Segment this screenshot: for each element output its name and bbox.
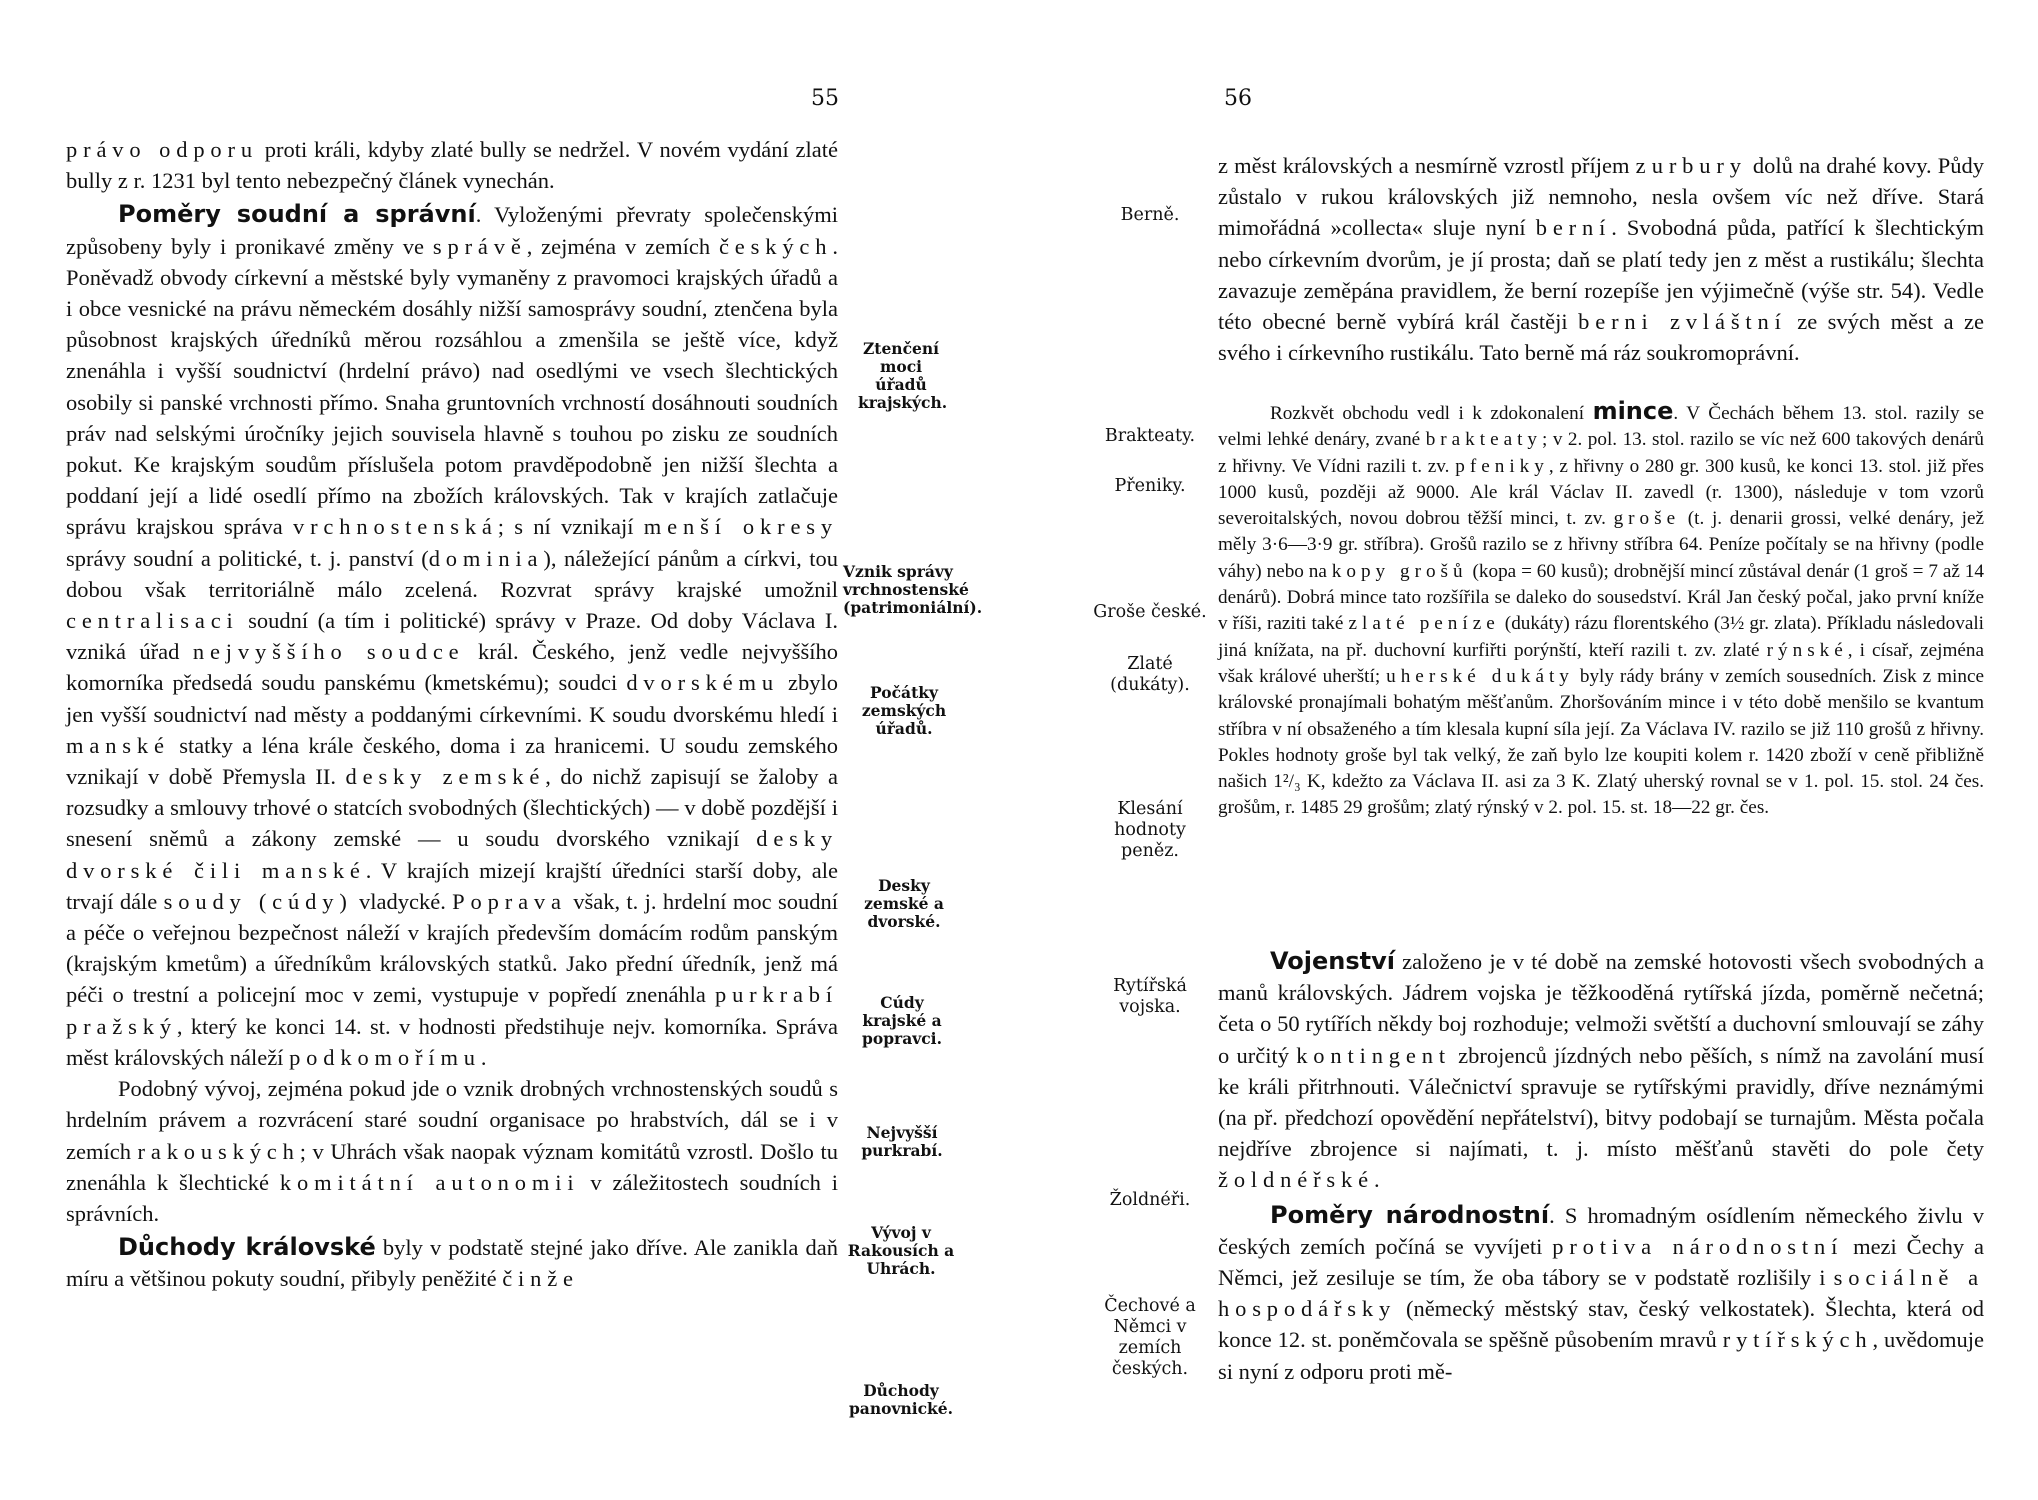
text-run: statky a léna krále českého, doma i za hranicemi. U soudu zemského vznikají v době Přemysla II. [66, 732, 838, 790]
paragraph [1218, 1200, 1984, 1387]
section-heading: Poměry národnostní [1270, 1200, 1550, 1229]
text-run: král. Českého, jenž vedle nejvyššího komorníka předsedá soudu panskému (kmetskému); soudci [66, 639, 838, 696]
text-run: dolů na drahé kovy. Půdy zůstalo v rukou královských již nemnoho, nesla ovšem víc než dříve. Stará mimořádná »collecta« sluje nyní [1218, 153, 1984, 241]
emphasized-term: právo odporu [66, 137, 258, 162]
text-run: . S hromadným osídlením německého živlu v českých zemích počíná se vyvíjeti [1218, 1202, 1984, 1259]
section-heading: mince [1592, 397, 1674, 425]
section-heading: Důchody královské [118, 1233, 376, 1262]
text-run: byly v podstatě stejné jako dříve. Ale zanikla daň míru a většinou pokuty soudní, přibyly peněžité [66, 1235, 838, 1292]
margin-note: Nejvyšší purkrabí. [861, 1123, 943, 1160]
text-run: , který ke konci 14. st. v hodnosti předstihuje nejv. komorníka. Správa měst královských náleží [66, 1013, 838, 1070]
text-run: ze svých měst a ze svého i církevního rustikálu. Tato berně má ráz soukromoprávní. [1218, 309, 1985, 366]
emphasized-term: správě [432, 233, 527, 259]
emphasized-term: rýnské [1766, 639, 1848, 661]
emphasized-term: zlaté peníze [1348, 613, 1500, 635]
text-run: založeno je v té době na zemské hotovosti všech svobodných a manů královských. Jádrem vojska je těžkooděná rytířská jízda, poměrně nečetná; četa o 50 rytířích někdy boj rozhoduje; velmoži světští a duchovní smlouvají se záhy o určitý [1218, 949, 1984, 1068]
text-run: Podobný vývoj, zejména pokud jde o vznik drobných vrchnostenských soudů s hrdelním právem a rozvrácení staré soudní organisace po hrabstvích, dál se i v zemích [66, 1076, 838, 1164]
margin-note: Žoldnéři. [1109, 1190, 1191, 1210]
emphasized-term: podkomořímu [289, 1044, 481, 1070]
text-run: ; v Uhrách však naopak význam komitátů vzrostl. Došlo tu znenáhla k šlechtické [66, 1138, 838, 1195]
margin-note: Důchody panovnické. [848, 1381, 954, 1418]
text-run: . Vyloženými převraty společenskými způsobeny byly i pronikavé změny ve [66, 202, 838, 259]
emphasized-term: protiva národnostní [1552, 1233, 1844, 1259]
text-run: byly rády brány v zemích sousedních. Zisk z mince královské pronajímali bohatým měšťanům. Zhoršováním mince i v této době menšilo se kvantum stříbra v ní obsaženého a tím klesala kupní síla její. Za Václava IV. razilo se již 110 grošů z hřivny. Pokles hodnoty groše byl tak velký, že zaň bylo lze koupiti kolem r. 1420 zboží v ceně přibližně našich 1²/₃ K, kdežto za Václava II. asi za 3 K. Zlatý uherský rovnal se v 1. pol. 15. stol. 24 čes. grošům, r. 1485 29 grošům; zlatý rýnský v 2. pol. 15. st. 18—22 gr. čes. [1218, 665, 1984, 819]
emphasized-term: groše [1613, 508, 1681, 530]
emphasized-term: desky dvorské čili manské [66, 826, 838, 883]
emphasized-term: desky zemské [345, 764, 546, 790]
emphasized-term: kopy grošů [1331, 560, 1468, 582]
margin-note: Cúdy krajské a popravci. [862, 993, 942, 1048]
text-run: ), náležející pánům a církvi, tou dobou však territoriálně málo zcelená. Rozvrat správy krajské umožnil [66, 545, 838, 602]
left-page-body [66, 134, 838, 1295]
emphasized-term: uherské dukáty [1386, 665, 1574, 687]
emphasized-term: manské [66, 732, 170, 758]
paragraph [1218, 150, 1984, 368]
text-run: (německý městský stav, český velkostatek). Šlechta, která od konce 12. st. poněmčovala se spěšně působením mravů [1218, 1296, 1984, 1353]
text-run: zbrojenců jízdných nebo pěších, s nímž na zavolání musí ke králi přitrhnouti. Válečnictví spravuje se rytířskými pravidly, dříve neznámými (na př. předchozí opovědění nepřátelství), bitvy podobají se turnajům. Města počala nejdříve zbrojence si najímati, t. j. místo měšťanů stavěti do pole čety [1218, 1042, 1984, 1162]
right-page-body-top [1218, 150, 1984, 368]
margin-note: Počátky zemských úřadů. [861, 683, 947, 738]
text-run: (t. j. denarii grossi, velké denáry, jež měly 3·6—3·9 gr. stříbra). Grošů razilo se z hřivny stříbra 64. Peníze počítaly se na hřivny (podle váhy) nebo na [1218, 508, 1984, 582]
margin-note: Zlaté (dukáty). [1110, 654, 1190, 695]
margin-note: Rytířská vojska. [1113, 976, 1187, 1017]
emphasized-term: dominia [428, 545, 544, 571]
margin-note: Vývoj v Rakousích a Uhrách. [847, 1223, 955, 1278]
emphasized-term: rytířských [1722, 1327, 1873, 1353]
paragraph [1218, 398, 1984, 822]
text-run: Rozkvět obchodu vedl i k zdokonalení [1270, 403, 1593, 424]
emphasized-term: centralisaci [66, 608, 239, 634]
emphasized-term: soudy (cúdy) [163, 888, 353, 914]
margin-note: Berně. [1120, 205, 1180, 225]
emphasized-term: dvorskému [626, 670, 779, 696]
paragraph [66, 199, 838, 1073]
emphasized-term: sociálně a hospodářsky [1218, 1265, 1984, 1322]
margin-note: Klesání hodnoty peněz. [1114, 799, 1186, 861]
text-run: . V Čechách během 13. stol. razily se velmi lehké denáry, zvané [1218, 403, 1984, 451]
text-run: , uvědomuje si nyní z odporu proti mě- [1218, 1327, 1984, 1384]
margin-note: Přeniky. [1114, 476, 1186, 496]
page-number-left: 55 [811, 86, 839, 111]
paragraph [1218, 946, 1984, 1196]
text-run: . Poněvadž obvody církevní a městské byly vymaněny z pravomoci krajských úřadů a i obce vesnické na právu německém dosáhly nižší samosprávy soudní, ztenčena byla působnost krajských úředníků měrou rozsáhlou a zmenšila se ještě více, když znenáhla i vyšší soudnictví (hrdelní právo) nad osedlými ve vsech šlechtických osobily si panské vrchnosti přímo. Snaha gruntovních vrchností dosáhnouti soudních práv nad selskými úročníky jejich souvisela hlavně s touhou po zisku ze soudních pokut. Ke krajským soudům příslušela potom pravděpodobně jen nižší šlechta a poddaní její a lidé osedlí přímo na zbožích královských. Tak v krajích zatlačuje správu krajskou správa [66, 233, 838, 540]
right-page-body-small [1218, 398, 1984, 822]
text-run: zbylo jen vyšší soudnictví nad městy a poddanými církevními. K soudu dvorskému hledí i [66, 670, 838, 727]
text-run: , do nichž zapisují se žaloby a rozsudky a smlouvy trhové o statcích svobodných (šlechtických) — v době pozdější i snesení sněmů a zákony zemské — u soudu dvorského vznikají [66, 764, 838, 852]
emphasized-term: urbury [1651, 153, 1747, 178]
emphasized-term: žoldnéřské [1218, 1167, 1374, 1193]
section-heading: Poměry soudní a správní [118, 200, 476, 229]
right-page-body-bottom [1218, 946, 1984, 1387]
emphasized-term: nejvyššího soudce [192, 639, 465, 665]
emphasized-term: brakteaty [1425, 429, 1542, 451]
text-run: . Svobodná půda, patřící k šlechtickým nebo církevním dvorům, je jí prosta; daň se platí tedy jen z měst a rustikálu; šlechta zavazuje zeměpána pravidlem, že berní rozepíše jen výjimečně (výše str. 54). Vedle této obecné berně vybírá král častěji [1218, 215, 1984, 335]
emphasized-term: berni zvláštní [1578, 309, 1787, 335]
emphasized-term: Poprava [452, 888, 567, 914]
margin-note: Groše české. [1093, 602, 1207, 622]
emphasized-term: kontingent [1296, 1042, 1451, 1068]
emphasized-term: činže [502, 1266, 579, 1292]
text-run: , z hřivny o 280 gr. 300 kusů, ke konci 13. stol. již přes 1000 kusů, později až 9000. Ale král Václav II. zavedl (r. 1300), následuje v tom vzorů severoitalských, novou dobrou těžší minci, t. zv. [1218, 455, 1985, 530]
text-run: . [1373, 1167, 1380, 1193]
text-run: (kopa = 60 kusů); drobnější mincí zůstával denár (1 groš = 7 až 14 denárů). Dobrá mince tato rozšířila se daleko do sousedství. Král Jan český počal, jako první kníže v říši, raziti také [1218, 560, 1984, 635]
margin-note: Brakteaty. [1104, 426, 1196, 446]
text-run: mezi Čechy a Němci, jež zesiluje se tím, že oba tábory se v podstatě rozlišily i [1218, 1233, 1984, 1291]
text-run: , i císař, zejména však králové uherští; [1218, 639, 1984, 687]
emphasized-term: českých [718, 233, 833, 259]
text-run: . V krajích mizejí krajští úředníci starší doby, ale trvají dále [66, 857, 838, 914]
margin-note: Desky zemské a dvorské. [864, 876, 944, 931]
emphasized-term: berní [1535, 215, 1612, 241]
page-number-right: 56 [1224, 86, 1252, 111]
margin-note: Vznik správy vrchnostenské (patrimoniální). [843, 562, 983, 617]
text-run: , zejména v zemích [526, 233, 719, 259]
text-run: proti králi, kdyby zlaté bully se nedržel. V novém vydání zlaté bully z r. 1231 byl tento nebezpečný článek vynechán. [66, 137, 838, 194]
paragraph [66, 134, 838, 196]
emphasized-term: purkrabí pražský [66, 982, 838, 1039]
text-run: v záležitostech soudních i správních. [66, 1169, 838, 1226]
emphasized-term: menší okresy [643, 514, 838, 540]
emphasized-term: vrchnostenská [292, 514, 498, 540]
emphasized-term: pfeniky [1455, 455, 1549, 477]
text-run: ; s ní vznikají [497, 514, 644, 540]
text-run: správy soudní a politické, t. j. panství ( [66, 545, 429, 571]
text-run: ; v 2. pol. 13. stol. razilo se víc než 600 takových denárů z hřivny. Ve Vídni razili t. zv. [1218, 429, 1984, 477]
paragraph [66, 1232, 838, 1294]
margin-note: Ztenčení moci úřadů krajských. [858, 339, 948, 412]
text-run: soudní (a tím i politické) správy v Praze. Od doby Václava I. vzniká úřad [66, 608, 838, 665]
section-heading: Vojenství [1270, 947, 1395, 975]
text-run: však, t. j. hrdelní moc soudní a péče o veřejnou bezpečnost náleží v krajích především domácím rodům panským (krajským kmetům) a úředníkům královských statků. Jako přední úředník, jenž má péči o trestní a policejní moc v zemi, vystupuje v popředí znenáhla [66, 888, 838, 1008]
text-run: . [480, 1044, 487, 1070]
text-run: z měst královských a nesmírně vzrostl příjem z [1218, 153, 1652, 178]
text-run: vladycké. [352, 888, 453, 914]
paragraph [66, 1073, 838, 1229]
emphasized-term: komitátní autonomii [279, 1169, 580, 1195]
text-run: (dukáty) rázu florentského (3½ gr. zlata). Příkladu následovali jiná knížata, na př. duchovní kurfiřti porýnští, kteří razili t. zv. zlaté [1218, 613, 1984, 661]
margin-note: Čechové a Němci v zemích českých. [1104, 1296, 1196, 1379]
emphasized-term: rakouských [137, 1138, 300, 1164]
